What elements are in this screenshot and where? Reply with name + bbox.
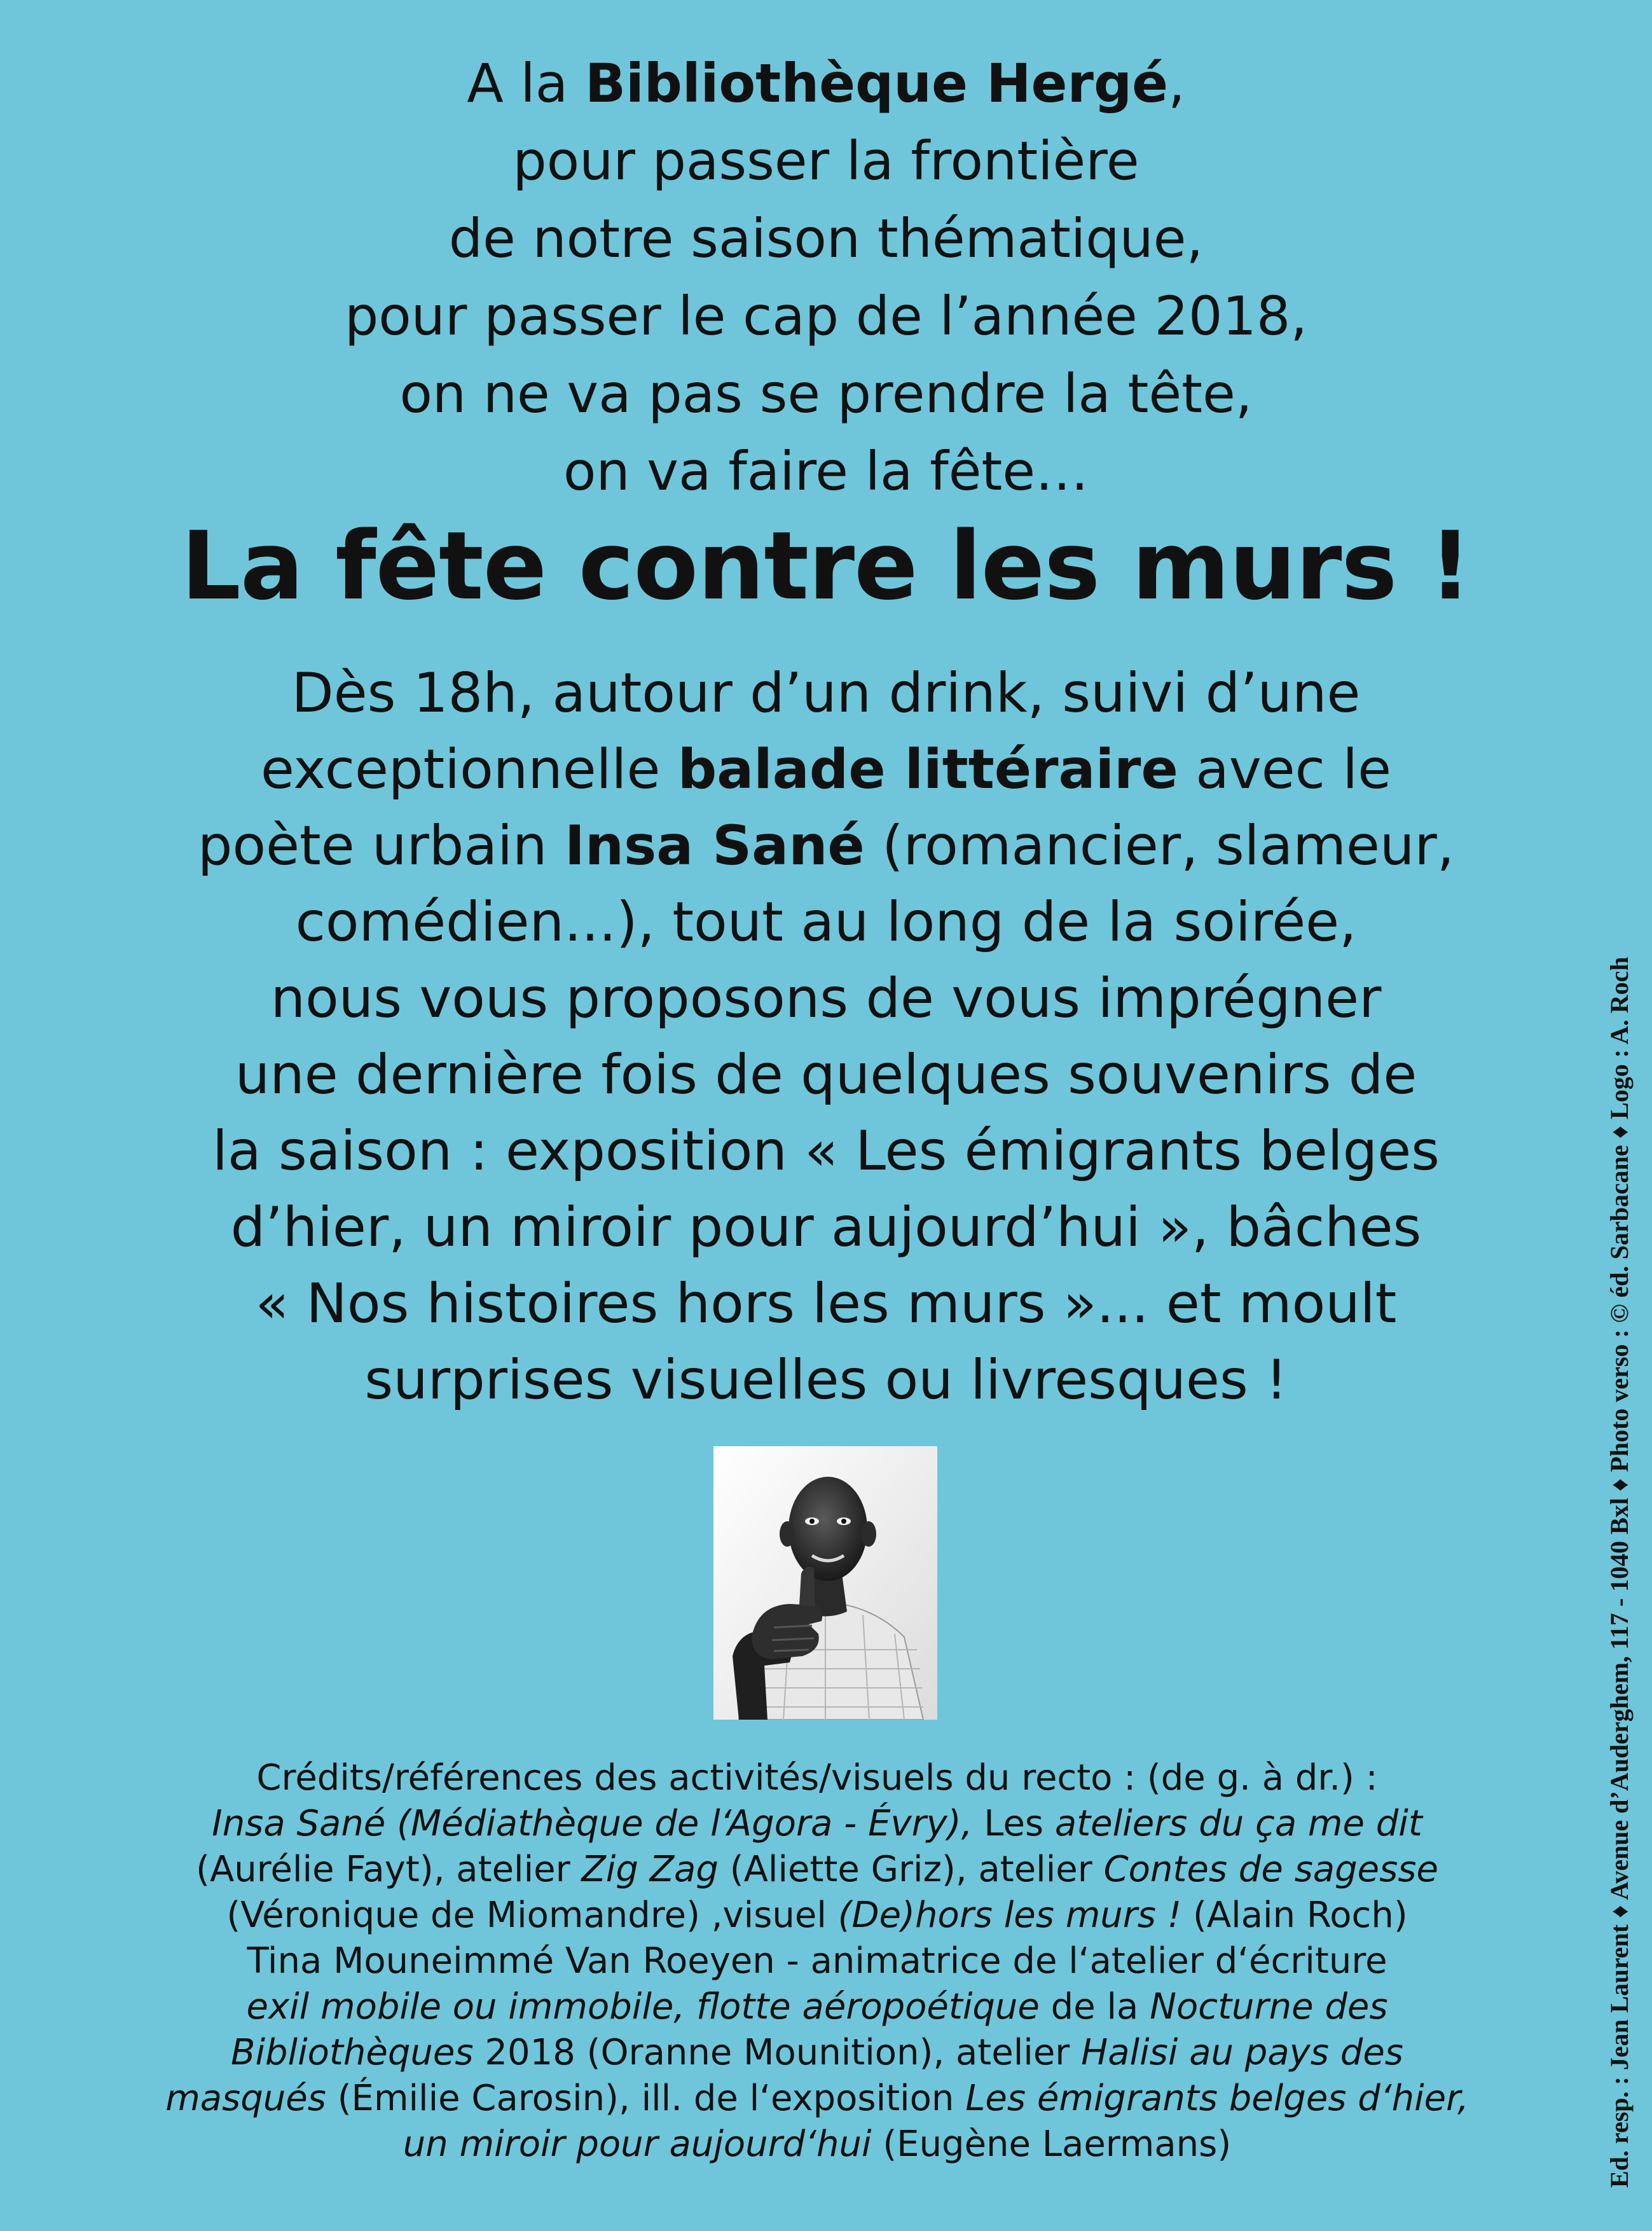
credit-text: (Aurélie Fayt), atelier — [196, 1849, 582, 1890]
intro-line-4: pour passer le cap de l’année 2018, — [344, 285, 1308, 347]
credits-line-5: Tina Mouneimmé Van Roeyen - animatrice de l‘atelier d‘écriture — [247, 1940, 1387, 1982]
body-text: poète urbain — [197, 814, 565, 878]
intro-line-6: on va faire la fête… — [563, 440, 1089, 502]
credit-text: de la — [1039, 1986, 1150, 2027]
credit-title: Contes de sagesse — [1103, 1849, 1438, 1890]
intro-text: A la — [467, 52, 585, 114]
credits-line-9 — [64, 2122, 1571, 2167]
credits-line-3 — [64, 1847, 1571, 1893]
credit-title: masqués — [165, 2078, 326, 2119]
credit-text: (Alain Roch) — [1181, 1895, 1408, 1936]
credits-line-6 — [64, 1984, 1571, 2030]
credit-text: 2018 (Oranne Mounition), atelier — [473, 2032, 1082, 2073]
credit-title: Zig Zag — [581, 1849, 719, 1890]
intro-line-5: on ne va pas se prendre la tête, — [399, 363, 1253, 425]
credit-title: ateliers du ça me dit — [1054, 1803, 1422, 1844]
body-line-2 — [0, 731, 1652, 808]
credit-title: un miroir pour aujourd‘hui — [403, 2124, 872, 2165]
credit-text: (Émilie Carosin), ill. de l‘exposition — [326, 2078, 966, 2119]
event-description — [0, 655, 1652, 1418]
poet-name: Insa Sané — [564, 814, 865, 878]
body-line-7: la saison : exposition « Les émigrants belges — [212, 1119, 1440, 1183]
body-line-6: une dernière fois de quelques souvenirs de — [235, 1043, 1417, 1107]
body-line-3 — [0, 808, 1652, 884]
intro-line-3: de notre saison thématique, — [448, 207, 1204, 270]
body-line-5: nous vous proposons de vous imprégner — [270, 967, 1382, 1030]
credit-title: Les émigrants belges d‘hier, — [965, 2078, 1469, 2119]
credit-title: Nocturne des — [1150, 1986, 1388, 2027]
credit-text: (Aliette Griz), atelier — [718, 1849, 1104, 1890]
intro-paragraph — [0, 45, 1652, 510]
credit-title: exil mobile ou immobile, flotte aéropoétique — [246, 1986, 1040, 2027]
credits-block — [64, 1755, 1571, 2167]
credit-title: Insa Sané (Médiathèque de l‘Agora - Évry), — [212, 1803, 973, 1844]
body-text: (romancier, slameur, — [864, 814, 1455, 878]
intro-line-1 — [0, 45, 1652, 122]
event-title: La fête contre les murs ! — [181, 511, 1471, 621]
body-line-9: « Nos histoires hors les murs »... et moult — [255, 1272, 1397, 1336]
credit-title: (De)hors les murs ! — [837, 1895, 1182, 1936]
credit-title: Bibliothèques — [231, 2032, 474, 2073]
credits-line-8 — [64, 2076, 1571, 2122]
poet-photo — [713, 1446, 937, 1720]
credits-line-1: Crédits/références des activités/visuels du recto : (de g. à dr.) : — [256, 1757, 1378, 1799]
walk-highlight: balade littéraire — [677, 738, 1178, 801]
credits-line-4 — [64, 1893, 1571, 1938]
body-line-4: comédien...), tout au long de la soirée, — [295, 890, 1357, 954]
credit-text: Les — [972, 1803, 1055, 1844]
credits-line-7 — [64, 2030, 1571, 2076]
body-line-10: surprises visuelles ou livresques ! — [364, 1348, 1288, 1412]
body-text: avec le — [1178, 738, 1392, 801]
portrait-illustration — [713, 1446, 937, 1720]
credit-title: Halisi au pays des — [1081, 2032, 1403, 2073]
library-name: Bibliothèque Hergé — [584, 52, 1169, 114]
body-line-8: d’hier, un miroir pour aujourd’hui », bâches — [230, 1196, 1422, 1259]
credits-line-2 — [64, 1801, 1571, 1847]
body-line-1: Dès 18h, autour d’un drink, suivi d’une — [291, 661, 1361, 725]
credit-text: (Eugène Laermans) — [871, 2124, 1232, 2165]
credit-text: (Véronique de Miomandre) ,visuel — [226, 1895, 838, 1936]
body-text: exceptionnelle — [260, 738, 678, 801]
intro-text: , — [1168, 52, 1185, 114]
intro-line-2: pour passer la frontière — [513, 130, 1139, 192]
publisher-legal-notice: Ed. resp. : Jean Laurent ♦ Avenue d’Auderghem, 117 - 1040 Bxl ♦ Photo verso : © éd. Sarbacane ♦ Logo : A. Roch — [1605, 957, 1634, 2188]
